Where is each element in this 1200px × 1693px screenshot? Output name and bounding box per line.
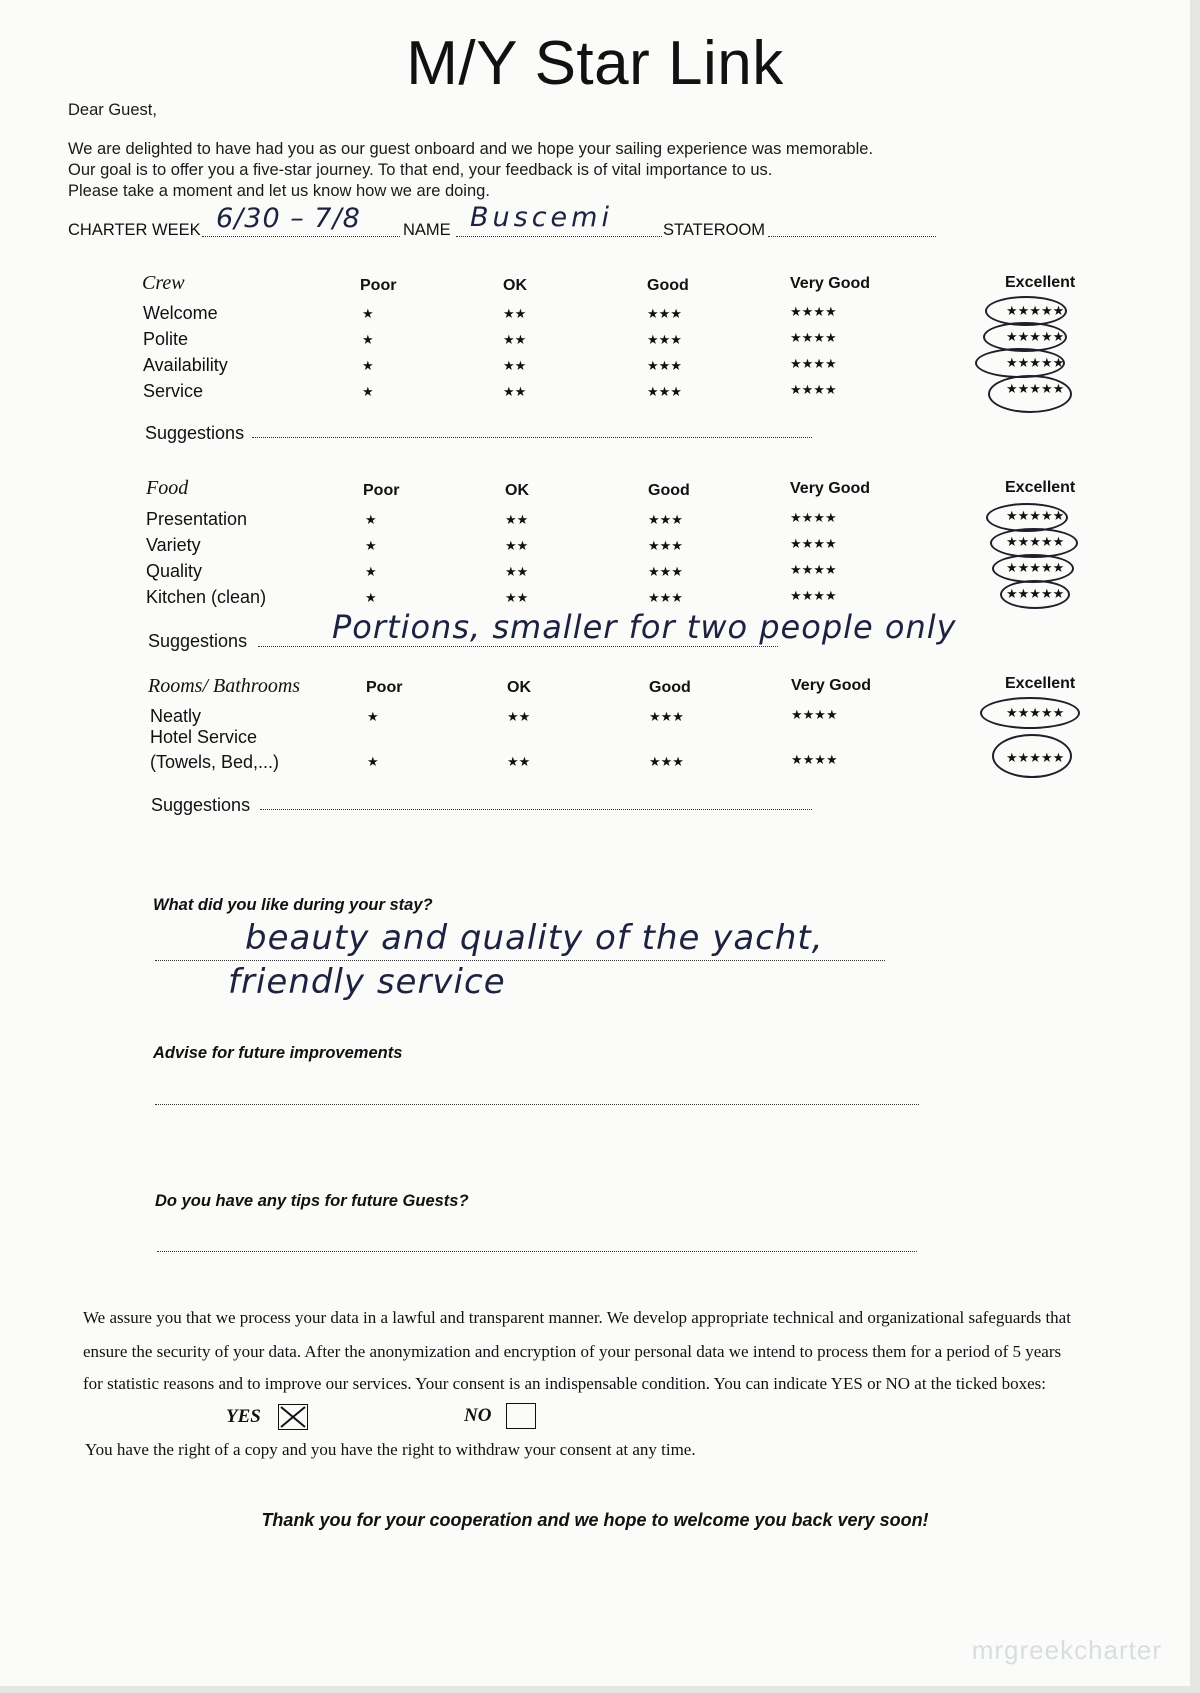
selection-circle xyxy=(975,348,1065,378)
rating-good[interactable]: ★★★ xyxy=(648,538,683,553)
rating-very-good[interactable]: ★★★★ xyxy=(790,382,837,397)
check-x-icon xyxy=(279,1405,307,1429)
yes-label: YES xyxy=(226,1406,261,1427)
selection-circle xyxy=(988,375,1072,413)
rating-good[interactable]: ★★★ xyxy=(649,709,684,724)
intro-line-1: We are delighted to have had you as our guest onboard and we hope your sailing experience was memorable. xyxy=(68,140,874,158)
rating-ok[interactable]: ★★ xyxy=(503,384,527,399)
no-label: NO xyxy=(464,1405,492,1426)
selection-circle xyxy=(992,554,1074,583)
stateroom-label: STATEROOM xyxy=(663,221,766,239)
header-excellent: Excellent xyxy=(1005,274,1076,291)
item-quality: Quality xyxy=(146,561,203,581)
crew-suggestions-line[interactable] xyxy=(252,437,812,438)
rating-excellent[interactable]: ★★★★★ xyxy=(1006,508,1065,523)
intro-line-2: Our goal is to offer you a five-star journey. To that end, your feedback is of vital importance to us. xyxy=(68,161,773,179)
yes-checkbox[interactable] xyxy=(278,1404,308,1430)
liked-answer-line xyxy=(155,960,885,961)
rating-excellent[interactable]: ★★★★★ xyxy=(1006,586,1065,601)
rating-excellent[interactable]: ★★★★★ xyxy=(1006,560,1065,575)
rating-very-good[interactable]: ★★★★ xyxy=(790,510,837,525)
header-excellent: Excellent xyxy=(1005,479,1076,496)
rating-poor[interactable]: ★ xyxy=(365,538,377,553)
rating-ok[interactable]: ★★ xyxy=(503,332,527,347)
name-label: NAME xyxy=(403,221,451,239)
crew-suggestions-label: Suggestions xyxy=(145,423,245,443)
rating-good[interactable]: ★★★ xyxy=(647,306,682,321)
header-poor: Poor xyxy=(366,679,403,696)
rating-ok[interactable]: ★★ xyxy=(507,754,531,769)
food-suggestions-label: Suggestions xyxy=(148,631,248,651)
selection-circle xyxy=(1000,580,1070,609)
rating-excellent[interactable]: ★★★★★ xyxy=(1006,705,1065,720)
charter-week-line xyxy=(202,236,400,237)
rating-excellent[interactable]: ★★★★★ xyxy=(1006,355,1065,370)
rating-poor[interactable]: ★ xyxy=(362,332,374,347)
rating-very-good[interactable]: ★★★★ xyxy=(790,562,837,577)
rating-ok[interactable]: ★★ xyxy=(505,564,529,579)
header-poor: Poor xyxy=(360,277,397,294)
item-variety: Variety xyxy=(146,535,201,555)
header-good: Good xyxy=(649,679,691,696)
rating-good[interactable]: ★★★ xyxy=(647,358,682,373)
rating-ok[interactable]: ★★ xyxy=(505,590,529,605)
rating-good[interactable]: ★★★ xyxy=(647,384,682,399)
improvements-answer-line[interactable] xyxy=(155,1104,919,1105)
category-crew: Crew xyxy=(142,272,185,294)
rating-very-good[interactable]: ★★★★ xyxy=(791,752,838,767)
rating-poor[interactable]: ★ xyxy=(367,754,379,769)
liked-answer-line-2[interactable]: friendly service xyxy=(228,962,506,1002)
rating-poor[interactable]: ★ xyxy=(365,564,377,579)
rating-good[interactable]: ★★★ xyxy=(648,564,683,579)
rating-excellent[interactable]: ★★★★★ xyxy=(1006,381,1065,396)
rating-poor[interactable]: ★ xyxy=(367,709,379,724)
item-service: Service xyxy=(143,381,204,401)
consent-line-2: ensure the security of your data. After the anonymization and encryption of your personal data we intend to process them for a period of 5 years xyxy=(83,1342,1062,1361)
food-suggestions-line xyxy=(258,646,778,647)
rating-ok[interactable]: ★★ xyxy=(505,538,529,553)
rating-ok[interactable]: ★★ xyxy=(503,358,527,373)
item-neatly: Neatly xyxy=(150,706,202,726)
intro-line-3: Please take a moment and let us know how we are doing. xyxy=(68,182,490,200)
rating-poor[interactable]: ★ xyxy=(362,358,374,373)
rating-ok[interactable]: ★★ xyxy=(503,306,527,321)
header-ok: OK xyxy=(503,277,527,294)
rooms-suggestions-label: Suggestions xyxy=(151,795,251,815)
rating-ok[interactable]: ★★ xyxy=(507,709,531,724)
liked-answer-line-1[interactable]: beauty and quality of the yacht, xyxy=(245,918,824,958)
rating-good[interactable]: ★★★ xyxy=(647,332,682,347)
header-excellent: Excellent xyxy=(1005,675,1076,692)
charter-week-label: CHARTER WEEK xyxy=(68,221,201,239)
consent-line-1: We assure you that we process your data in a lawful and transparent manner. We develop appropriate technical and organizational safeguards that xyxy=(83,1308,1071,1327)
rating-excellent[interactable]: ★★★★★ xyxy=(1006,534,1065,549)
name-line xyxy=(456,236,662,237)
rooms-suggestions-line[interactable] xyxy=(260,809,812,810)
question-liked: What did you like during your stay? xyxy=(153,896,433,914)
rating-very-good[interactable]: ★★★★ xyxy=(790,304,837,319)
category-rooms: Rooms/ Bathrooms xyxy=(148,675,301,697)
rating-good[interactable]: ★★★ xyxy=(648,590,683,605)
stateroom-line[interactable] xyxy=(768,236,936,237)
salutation: Dear Guest, xyxy=(68,101,157,119)
header-good: Good xyxy=(648,482,690,499)
food-suggestions-value[interactable]: Portions, smaller for two people only xyxy=(332,608,957,646)
form-title: M/Y Star Link xyxy=(406,29,784,98)
selection-circle xyxy=(992,734,1072,778)
consent-rights: You have the right of a copy and you have the right to withdraw your consent at any time. xyxy=(85,1440,696,1459)
rating-ok[interactable]: ★★ xyxy=(505,512,529,527)
header-poor: Poor xyxy=(363,482,400,499)
rating-poor[interactable]: ★ xyxy=(365,590,377,605)
item-hotel-service: Hotel Service xyxy=(150,727,258,747)
rating-excellent[interactable]: ★★★★★ xyxy=(1006,303,1065,318)
tips-answer-line[interactable] xyxy=(157,1251,917,1252)
item-towels-bed: (Towels, Bed,...) xyxy=(150,752,280,772)
name-value[interactable]: Buscemi xyxy=(470,202,613,233)
selection-circle xyxy=(980,697,1080,729)
header-very-good: Very Good xyxy=(790,480,871,497)
item-availability: Availability xyxy=(143,355,228,375)
consent-line-3: for statistic reasons and to improve our services. Your consent is an indispensable condition. You can indicate YES or NO at the ticked boxes: xyxy=(83,1374,1046,1393)
rating-good[interactable]: ★★★ xyxy=(649,754,684,769)
item-polite: Polite xyxy=(143,329,189,349)
header-ok: OK xyxy=(507,679,531,696)
rating-poor[interactable]: ★ xyxy=(362,384,374,399)
item-presentation: Presentation xyxy=(146,509,248,529)
rating-very-good[interactable]: ★★★★ xyxy=(790,330,837,345)
charter-week-value[interactable]: 6/30 – 7/8 xyxy=(216,203,361,234)
closing-message: Thank you for your cooperation and we hope to welcome you back very soon! xyxy=(261,1510,929,1530)
watermark-logo: mrgreekcharter xyxy=(971,1635,1162,1665)
rating-very-good[interactable]: ★★★★ xyxy=(790,356,837,371)
rating-excellent[interactable]: ★★★★★ xyxy=(1006,750,1065,765)
rating-good[interactable]: ★★★ xyxy=(648,512,683,527)
rating-very-good[interactable]: ★★★★ xyxy=(790,588,837,603)
question-improvements: Advise for future improvements xyxy=(153,1044,403,1062)
item-kitchen: Kitchen (clean) xyxy=(146,587,267,607)
header-very-good: Very Good xyxy=(790,275,871,292)
header-good: Good xyxy=(647,277,689,294)
rating-poor[interactable]: ★ xyxy=(365,512,377,527)
no-checkbox[interactable] xyxy=(506,1403,536,1429)
rating-poor[interactable]: ★ xyxy=(362,306,374,321)
rating-very-good[interactable]: ★★★★ xyxy=(791,707,838,722)
item-welcome: Welcome xyxy=(143,303,218,323)
category-food: Food xyxy=(146,477,189,499)
rating-excellent[interactable]: ★★★★★ xyxy=(1006,329,1065,344)
question-tips: Do you have any tips for future Guests? xyxy=(155,1192,469,1210)
header-very-good: Very Good xyxy=(791,677,872,694)
rating-very-good[interactable]: ★★★★ xyxy=(790,536,837,551)
header-ok: OK xyxy=(505,482,529,499)
